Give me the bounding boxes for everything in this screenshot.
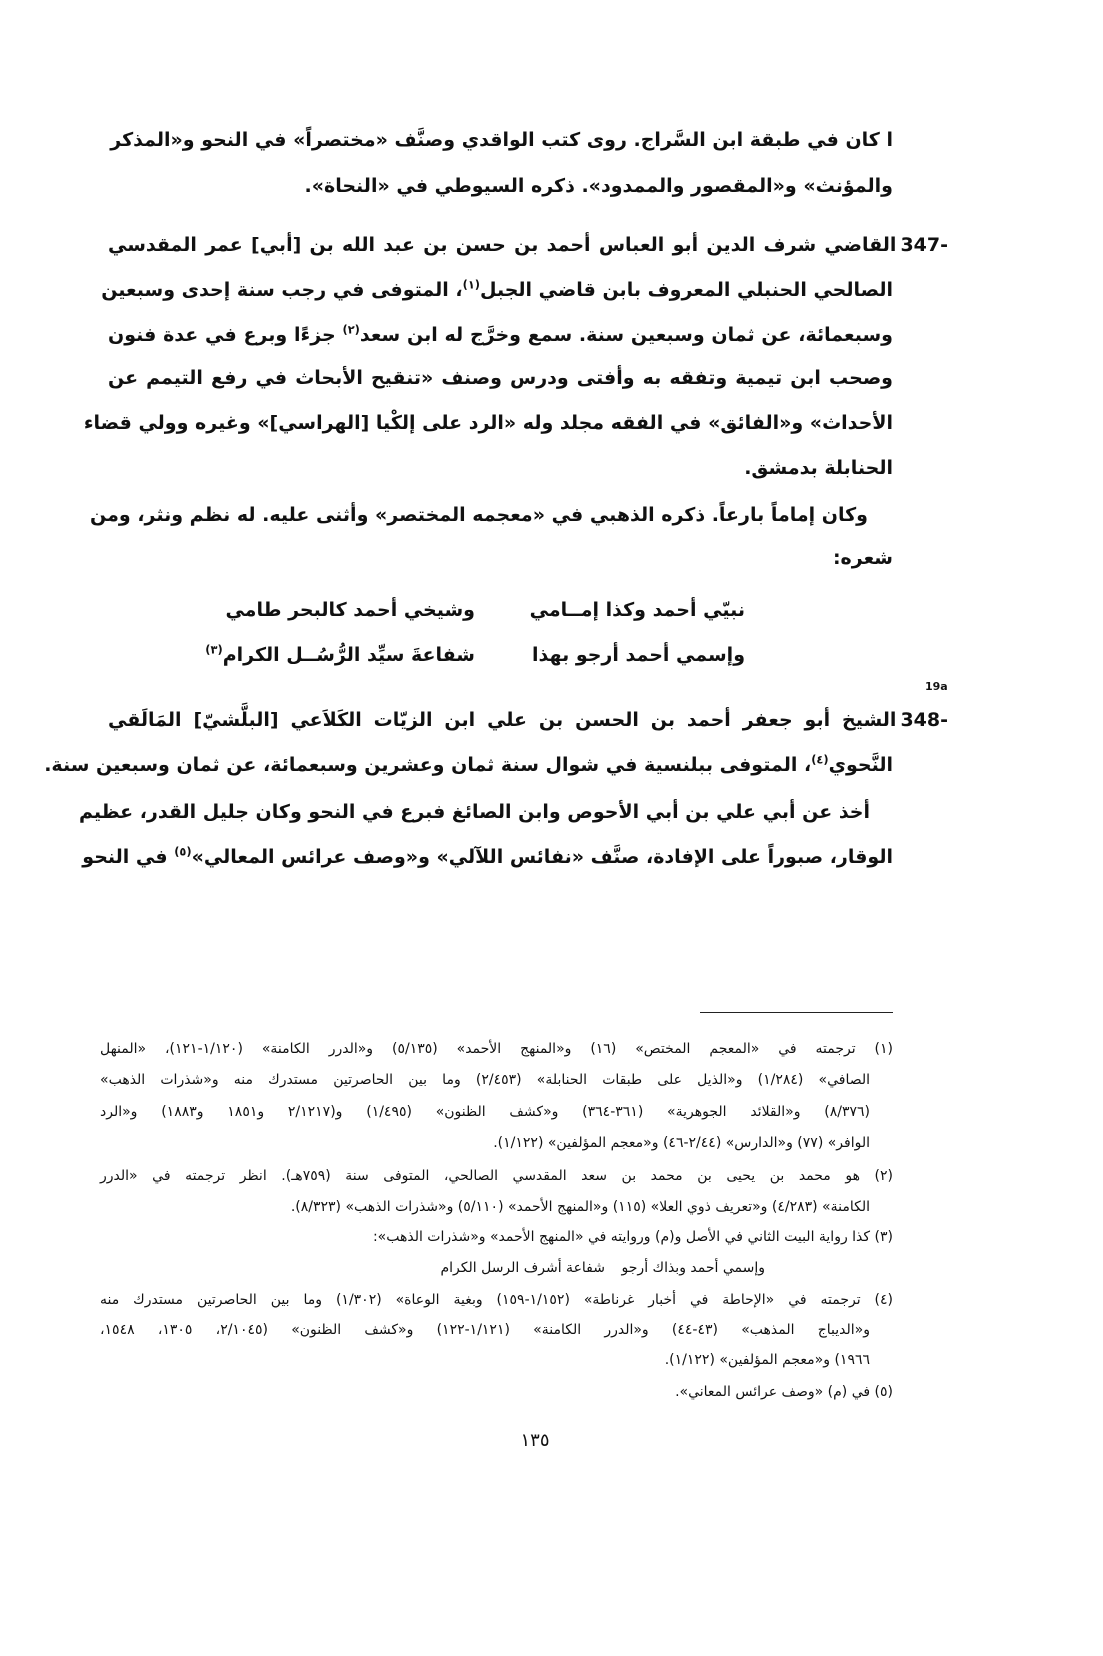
footnote-2: (٢) هو محمد بن يحيى بن محمد بن سعد المقدسي الصالحي، المتوفى سنة (٧٥٩هـ). انظر ترجمته في «الدرر <box>100 1168 893 1184</box>
footnote-ref[interactable]: (٢) <box>342 322 360 337</box>
text: شفاعةَ سيِّد الرُّسُــل الكرام <box>222 644 475 666</box>
text-line: أخذ عن أبي علي بن أبي الأحوص وابن الصائغ فبرع في النحو وكان جليل القدر، عظيم <box>78 801 870 823</box>
footnote-divider <box>700 1012 893 1013</box>
footnote-line: (٨/٣٧٦) و«القلائد الجوهرية» (٣٦١-٣٦٤) و«كشف الظنون» (١/٤٩٥) و(٢/١٢١٧ و١٨٥١ و١٨٨٣) و«الرد <box>100 1104 870 1120</box>
verse-hemistich: وشيخي أحمد كالبحر طامي <box>225 599 475 621</box>
text: ، المتوفى في رجب سنة إحدى وسبعين <box>101 279 463 301</box>
footnote-5: (٥) في (م) «وصف عرائس المعاني». <box>675 1384 893 1400</box>
text: جزءًا وبرع في عدة فنون <box>108 324 343 346</box>
entry-347-heading <box>108 230 948 260</box>
footnote-4: (٤) ترجمته في «الإحاطة في أخبار غرناطة» (١/١٥٢-١٥٩) وبغية الوعاة» (١/٣٠٢) وما بين الحاصرتين مستدرك منه <box>100 1292 893 1308</box>
text-line <box>108 320 893 350</box>
manuscript-folio-marker: 19a <box>925 680 948 693</box>
verse-hemistich: وإسمي أحمد أرجو بهذا <box>532 644 745 666</box>
text: في النحو <box>82 846 175 868</box>
footnote-3: (٣) كذا رواية البيت الثاني في الأصل و(م) وروايته في «المنهج الأحمد» و«شذرات الذهب»: <box>372 1229 893 1245</box>
text-line <box>101 275 893 305</box>
text-line: وكان إماماً بارعاً. ذكره الذهبي في «معجمه المختصر» وأثنى عليه. له نظم ونثر، ومن <box>90 504 868 526</box>
text-line <box>82 842 893 872</box>
footnote-line: الكامنة» (٤/٢٨٣) و«تعريف ذوي العلا» (١١٥) و«المنهج الأحمد» (٥/١١٠) و«شذرات الذهب» (٨/٣٢٣). <box>290 1199 870 1215</box>
text-line <box>44 750 893 780</box>
entry-number: 347- <box>900 234 948 256</box>
verse-hemistich <box>205 640 475 670</box>
footnote-1: (١) ترجمته في «المعجم المختص» (١٦) و«المنهج الأحمد» (٥/١٣٥) و«الدرر الكامنة» (١/١٢٠-١٢١)، «المنهل <box>100 1041 893 1057</box>
footnote-ref[interactable]: (٥) <box>174 844 192 859</box>
text-line: شعره: <box>832 547 893 569</box>
verse-hemistich: وإسمي أحمد وبذاك أرجو <box>621 1260 765 1276</box>
footnote-line: و«الديباج المذهب» (٤٣-٤٤) و«الدرر الكامنة» (١/١٢١-١٢٢) و«كشف الظنون» (٢/١٠٤٥، ١٣٠٥، ١٥٤٨، <box>100 1322 870 1338</box>
text: الصالحي الحنبلي المعروف بابن قاضي الجبل <box>480 279 893 301</box>
text: الوقار، صبوراً على الإفادة، صنَّف «نفائس اللآلي» و«وصف عرائس المعالي» <box>191 846 893 868</box>
text-line: الأحداث» و«الفائق» في الفقه مجلد وله «الرد على إلكْيا [الهراسي]» وغيره وولي قضاء <box>83 412 893 434</box>
text-line: وصحب ابن تيمية وتفقه به وأفتى ودرس وصنف «تنقيح الأبحاث في رفع التيمم عن <box>108 367 893 389</box>
footnote-line: الصافي» (١/٢٨٤) و«الذيل على طبقات الحنابلة» (٢/٤٥٣) وما بين الحاصرتين مستدرك منه و«شذرات الذهب» <box>100 1072 871 1088</box>
text: وسبعمائة، عن ثمان وسبعين سنة. سمع وخرَّج له ابن سعد <box>359 324 893 346</box>
footnote-line: ١٩٦٦) و«معجم المؤلفين» (١/١٢٢). <box>664 1352 870 1368</box>
text: النَّحوي <box>828 754 893 776</box>
footnote-ref[interactable]: (١) <box>462 277 481 292</box>
page-number: ١٣٥ <box>520 1430 550 1451</box>
text-line: الحنابلة بدمشق. <box>744 457 893 479</box>
entry-348-heading <box>108 705 948 735</box>
entry-title: القاضي شرف الدين أبو العباس أحمد بن حسن بن عبد الله بن [أبي] عمر المقدسي <box>108 234 897 256</box>
footnote-ref[interactable]: (٤) <box>811 752 829 767</box>
entry-number: 348- <box>900 709 948 731</box>
text-line: والمؤنث» و«المقصور والممدود». ذكره السيوطي في «النحاة». <box>304 175 893 197</box>
verse-hemistich: شفاعة أشرف الرسل الكرام <box>440 1260 605 1276</box>
text-line: ا كان في طبقة ابن السَّراج. روى كتب الواقدي وصنَّف «مختصراً» في النحو و«المذكر <box>110 129 893 151</box>
verse-hemistich: نبيّي أحمد وكذا إمــامي <box>529 599 745 621</box>
entry-title: الشيخ أبو جعفر أحمد بن الحسن بن علي ابن الزيّات الكَلاَعي [البلَّشيّ] المَالَقي <box>108 709 897 731</box>
text: ، المتوفى ببلنسية في شوال سنة ثمان وعشرين وسبعمائة، عن ثمان وسبعين سنة. <box>44 754 812 776</box>
footnote-line: الوافر» (٧٧) و«الدارس» (٢/٤٤-٤٦) و«معجم المؤلفين» (١/١٢٢). <box>493 1135 870 1151</box>
footnote-ref[interactable]: (٣) <box>205 642 223 657</box>
